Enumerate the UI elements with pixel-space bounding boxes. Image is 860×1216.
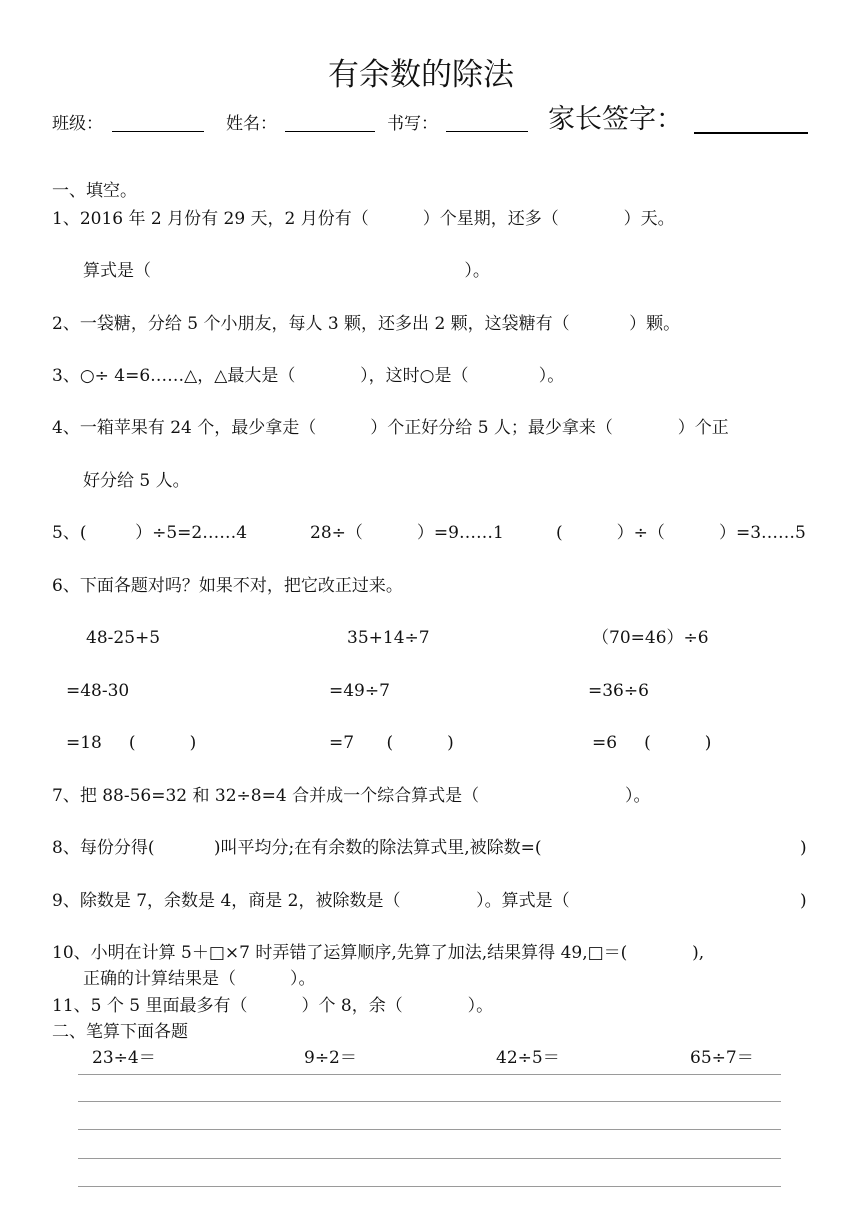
question-5-part-c: ( ）÷（ ）=3……5 [556,523,806,543]
calc-problem: 42÷5＝ [496,1048,560,1068]
writing-line [78,1129,781,1130]
question-11: 11、5 个 5 里面最多有（ ）个 8，余（ ）。 [52,996,494,1016]
writing-line [78,1186,781,1187]
question-5-part-a: 5、( ）÷5=2……4 [52,523,248,543]
section-heading: 一、填空。 [52,181,137,201]
question-1-line-2: 算式是（ ）。 [83,261,490,281]
q6-col1-line3: =18 ( ) [66,733,197,753]
writing-line [78,1158,781,1159]
calc-problem: 65÷7＝ [690,1048,754,1068]
page-title: 有余数的除法 [328,57,514,93]
q6-col2-line2: =49÷7 [329,681,390,701]
q6-col3-line1: （70=46）÷6 [592,628,709,648]
question-3: 3、○÷ 4=6……△，△最大是（ ），这时○是（ ）。 [52,366,565,386]
parent-signature-label: 家长签字： [548,104,683,135]
parent-signature-field[interactable] [694,132,808,134]
q6-col1-line1: 48-25+5 [86,628,161,648]
writing-field[interactable] [446,131,528,132]
question-10-line-2: 正确的计算结果是（ ）。 [83,969,316,989]
question-9: 9、除数是 7，余数是 4，商是 2，被除数是（ ）。算式是（ [52,891,570,911]
question-8-close-paren: ) [800,838,807,858]
writing-line [78,1101,781,1102]
q6-col3-line2: =36÷6 [588,681,649,701]
question-4-line-1: 4、一箱苹果有 24 个，最少拿走（ ）个正好分给 5 人；最少拿来（ ）个正 [52,418,729,438]
question-6-prompt: 6、下面各题对吗？如果不对，把它改正过来。 [52,576,403,596]
question-1-line-1: 1、2016 年 2 月份有 29 天，2 月份有（ ）个星期，还多（ ）天。 [52,209,675,229]
q6-col3-line3: =6 ( ) [592,733,712,753]
class-label: 班级： [52,114,103,134]
calc-problem: 23÷4＝ [92,1048,156,1068]
question-5-part-b: 28÷（ ）=9……1 [310,523,504,543]
writing-line [78,1074,781,1075]
writing-label: 书写： [387,114,438,134]
question-8: 8、每份分得( )叫平均分;在有余数的除法算式里,被除数=( [52,838,542,858]
q6-col1-line2: =48-30 [66,681,130,701]
class-field[interactable] [112,131,204,132]
q6-col2-line1: 35+14÷7 [347,628,430,648]
name-field[interactable] [285,131,375,132]
name-label: 姓名： [226,114,277,134]
question-10-line-1: 10、小明在计算 5＋□×7 时弄错了运算顺序,先算了加法,结果算得 49,□＝( ), [52,943,705,963]
question-7: 7、把 88-56=32 和 32÷8=4 合并成一个综合算式是（ ）。 [52,786,651,806]
calc-problem: 9÷2＝ [304,1048,357,1068]
section-heading: 二、笔算下面各题 [52,1022,188,1042]
question-2: 2、一袋糖，分给 5 个小朋友，每人 3 颗，还多出 2 颗，这袋糖有（ ）颗。 [52,314,681,334]
question-4-line-2: 好分给 5 人。 [83,471,190,491]
question-9-close-paren: ) [800,891,807,911]
q6-col2-line3: =7 ( ) [329,733,454,753]
